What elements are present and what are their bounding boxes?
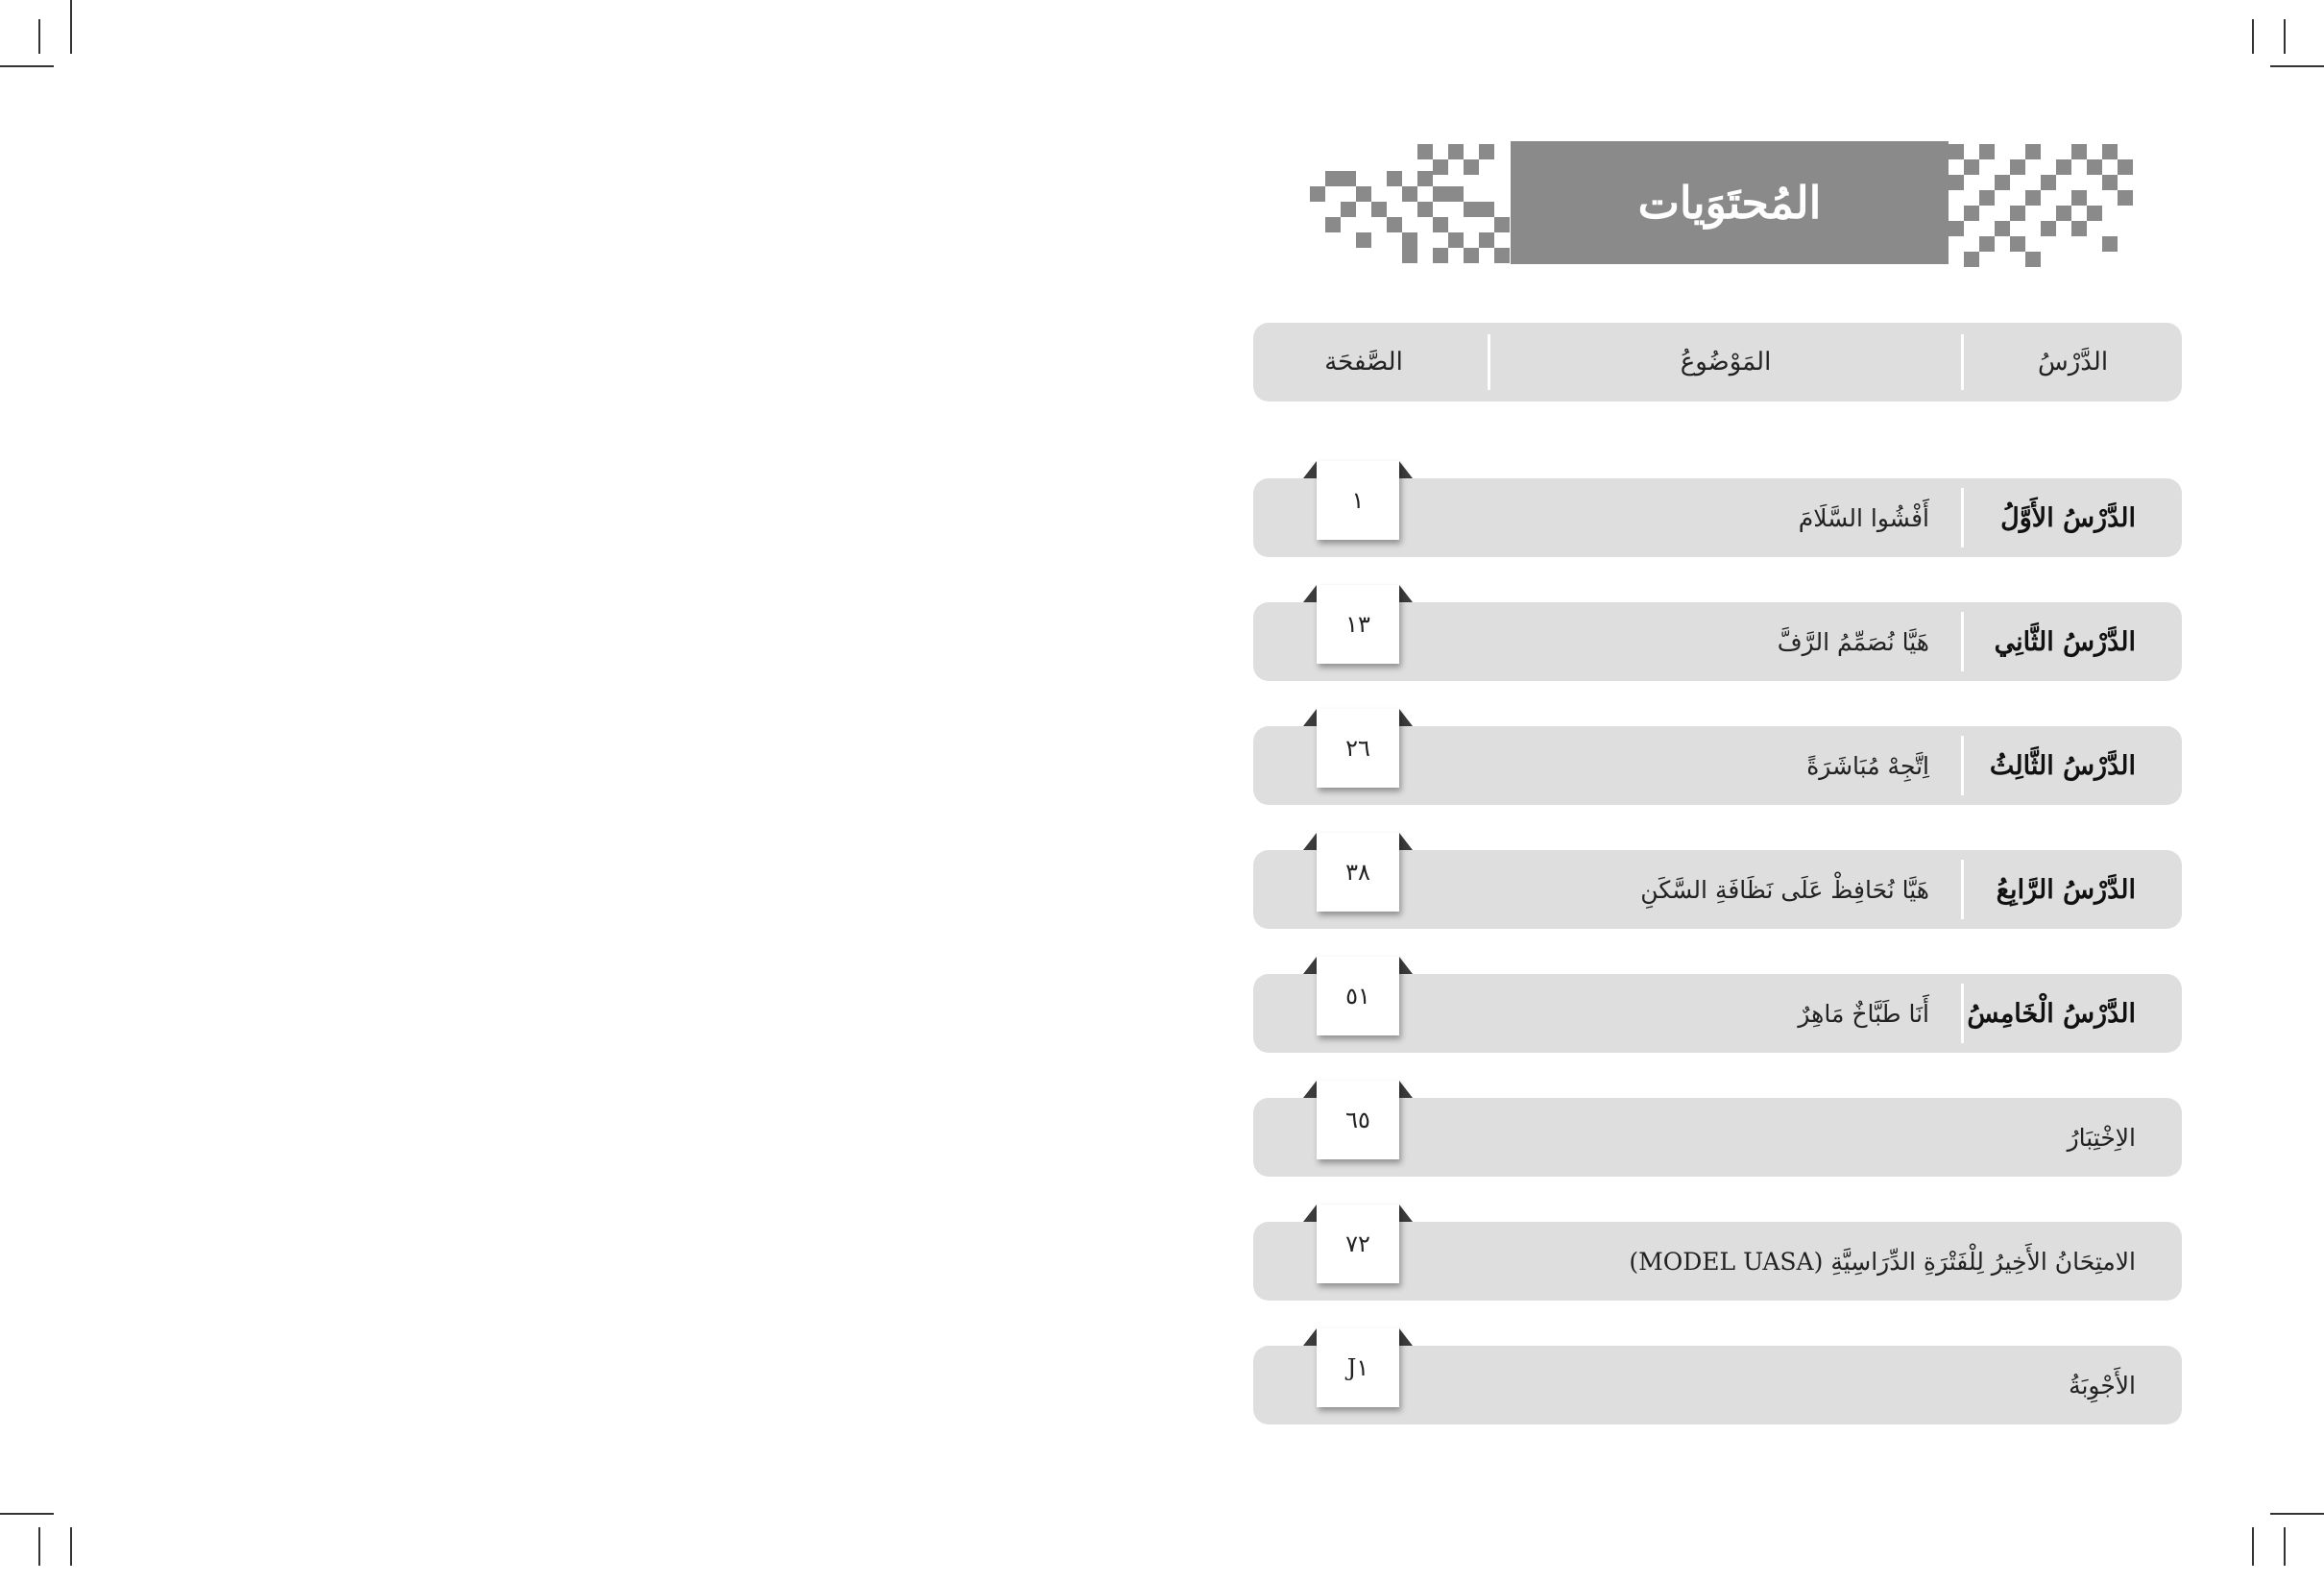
mosaic-square (2010, 206, 2025, 221)
contents-row[interactable] (1253, 850, 2182, 929)
mosaic-square (1464, 202, 1479, 217)
topic-label: الامتِحَانُ الأَخِيرُ لِلْفَتْرَةِ الدِّرَاسِيَّةِ (MODEL UASA) (1629, 1247, 2136, 1276)
row-divider (1961, 736, 1964, 795)
mosaic-square (1494, 217, 1510, 232)
mosaic-square (2102, 175, 2118, 190)
tab-corner (1303, 1205, 1317, 1222)
mosaic-square (1979, 144, 1995, 159)
contents-row[interactable] (1253, 726, 2182, 805)
mosaic-square (1387, 171, 1402, 186)
page-number: ٧٢ (1317, 1205, 1399, 1283)
mosaic-square (1387, 217, 1402, 232)
mosaic-square (1979, 236, 1995, 252)
crop-mark (0, 1513, 54, 1515)
mosaic-square (2087, 159, 2102, 175)
tab-corner (1399, 461, 1413, 478)
mosaic-square (2041, 175, 2056, 190)
crop-mark (38, 19, 40, 54)
crop-mark (2252, 1527, 2254, 1566)
mosaic-square (1402, 186, 1417, 202)
contents-row[interactable] (1253, 1346, 2182, 1424)
mosaic-square (1949, 144, 1964, 159)
page-tab (1317, 1081, 1399, 1159)
lesson-label: الدَّرْسُ الثَّالِثُ (1989, 750, 2136, 781)
crop-mark (2270, 65, 2324, 67)
mosaic-square (1448, 144, 1464, 159)
mosaic-square (2010, 236, 2025, 252)
mosaic-square (2118, 159, 2133, 175)
tab-corner (1303, 1081, 1317, 1098)
page-tab (1317, 1205, 1399, 1283)
row-divider (1961, 860, 1964, 919)
contents-row[interactable] (1253, 974, 2182, 1053)
tab-corner (1399, 585, 1413, 602)
mosaic-square (1341, 202, 1356, 217)
mosaic-square (1964, 159, 1979, 175)
topic-label: أَفْشُوا السَّلَامَ (1798, 503, 1929, 532)
mosaic-square (1341, 171, 1356, 186)
crop-mark (70, 0, 72, 54)
page-tab (1317, 957, 1399, 1035)
mosaic-square (2102, 236, 2118, 252)
mosaic-square (1995, 221, 2010, 236)
crop-mark (2284, 1527, 2286, 1566)
contents-row[interactable] (1253, 602, 2182, 681)
contents-title: المُحتَوَيات (1637, 177, 1822, 229)
page-tab (1317, 585, 1399, 664)
topic-label: هَيَّا نُحَافِظْ عَلَى نَظَافَةِ السَّكَنِ (1640, 875, 1929, 904)
tab-corner (1399, 1081, 1413, 1098)
header-topic: المَوْضُوعُ (1680, 348, 1772, 377)
tab-corner (1303, 1328, 1317, 1346)
tab-corner (1399, 1205, 1413, 1222)
mosaic-square (1448, 186, 1464, 202)
tab-corner (1303, 709, 1317, 726)
mosaic-square (2025, 252, 2041, 267)
mosaic-square (1417, 144, 1433, 159)
tab-corner (1303, 833, 1317, 850)
mosaic-square (1417, 202, 1433, 217)
page-number: ١٣ (1317, 585, 1399, 664)
tab-corner (1399, 1328, 1413, 1346)
mosaic-square (1402, 232, 1417, 248)
crop-mark (2252, 19, 2254, 54)
mosaic-square (1979, 190, 1995, 206)
mosaic-square (1964, 206, 1979, 221)
lesson-label: الدَّرْسُ الثَّانِي (1994, 626, 2136, 657)
mosaic-square (1325, 217, 1341, 232)
mosaic-square (1433, 248, 1448, 263)
mosaic-square (2056, 159, 2071, 175)
mosaic-square (1433, 186, 1448, 202)
page-number: ١ (1317, 461, 1399, 540)
contents-title-band (1511, 141, 1949, 264)
topic-label: أَنَا طَبَّاخٌ مَاهِرٌ (1798, 999, 1929, 1028)
crop-mark (38, 1527, 40, 1566)
row-divider (1961, 612, 1964, 671)
mosaic-square (1356, 186, 1371, 202)
page-number: ٥١ (1317, 957, 1399, 1035)
mosaic-square (1479, 144, 1494, 159)
mosaic-square (2025, 144, 2041, 159)
page-number: J١ (1317, 1328, 1399, 1407)
mosaic-square (1433, 159, 1448, 175)
mosaic-square (2071, 144, 2087, 159)
table-header (1253, 323, 2182, 402)
mosaic-square (2102, 144, 2118, 159)
crop-mark (2284, 19, 2286, 54)
lesson-label: الدَّرْسُ الرَّابِعُ (1996, 874, 2136, 905)
page-tab (1317, 709, 1399, 788)
tab-corner (1399, 709, 1413, 726)
mosaic-square (2087, 206, 2102, 221)
mosaic-square (1371, 202, 1387, 217)
mosaic-square (1464, 159, 1479, 175)
crop-mark (70, 1527, 72, 1566)
tab-corner (1303, 585, 1317, 602)
mosaic-square (2071, 221, 2087, 236)
topic-label: الاِخْتِبَارُ (2067, 1123, 2136, 1152)
mosaic-square (1325, 171, 1341, 186)
mosaic-square (1402, 248, 1417, 263)
header-page: الصَّفحَة (1324, 348, 1403, 377)
crop-mark (0, 65, 54, 67)
mosaic-square (1479, 232, 1494, 248)
mosaic-square (2056, 206, 2071, 221)
mosaic-square (2010, 159, 2025, 175)
page-tab (1317, 1328, 1399, 1407)
mosaic-square (1417, 171, 1433, 186)
row-divider (1961, 488, 1964, 548)
mosaic-square (1356, 232, 1371, 248)
tab-corner (1399, 833, 1413, 850)
lesson-label: الدَّرْسُ الأَوَّلُ (2000, 502, 2136, 533)
mosaic-square (1433, 217, 1448, 232)
topic-label: اِتَّجِهْ مُبَاشَرَةً (1806, 751, 1929, 780)
row-divider (1961, 984, 1964, 1043)
page-number: ٦٥ (1317, 1081, 1399, 1159)
mosaic-square (1964, 252, 1979, 267)
mosaic-square (2118, 190, 2133, 206)
tab-corner (1399, 957, 1413, 974)
mosaic-square (1448, 232, 1464, 248)
page-number: ٣٨ (1317, 833, 1399, 912)
page-number: ٢٦ (1317, 709, 1399, 788)
mosaic-square (1949, 175, 1964, 190)
crop-mark (2270, 1513, 2324, 1515)
mosaic-square (1310, 186, 1325, 202)
contents-row[interactable] (1253, 478, 2182, 557)
mosaic-square (2041, 221, 2056, 236)
mosaic-square (1479, 202, 1494, 217)
contents-row[interactable] (1253, 1222, 2182, 1301)
contents-row[interactable] (1253, 1098, 2182, 1177)
page-tab (1317, 461, 1399, 540)
header-lesson: الدَّرْسُ (2037, 348, 2109, 377)
topic-label: الأَجْوِبَةُ (2069, 1371, 2136, 1399)
lesson-label: الدَّرْسُ الْخَامِسُ (1967, 998, 2136, 1029)
mosaic-square (2071, 190, 2087, 206)
mosaic-square (1949, 221, 1964, 236)
topic-label: هَيَّا نُصَمِّمُ الرَّفَّ (1777, 627, 1929, 656)
mosaic-square (1494, 248, 1510, 263)
page-tab (1317, 833, 1399, 912)
mosaic-square (1995, 175, 2010, 190)
tab-corner (1303, 957, 1317, 974)
tab-corner (1303, 461, 1317, 478)
mosaic-square (2025, 190, 2041, 206)
mosaic-square (1464, 248, 1479, 263)
